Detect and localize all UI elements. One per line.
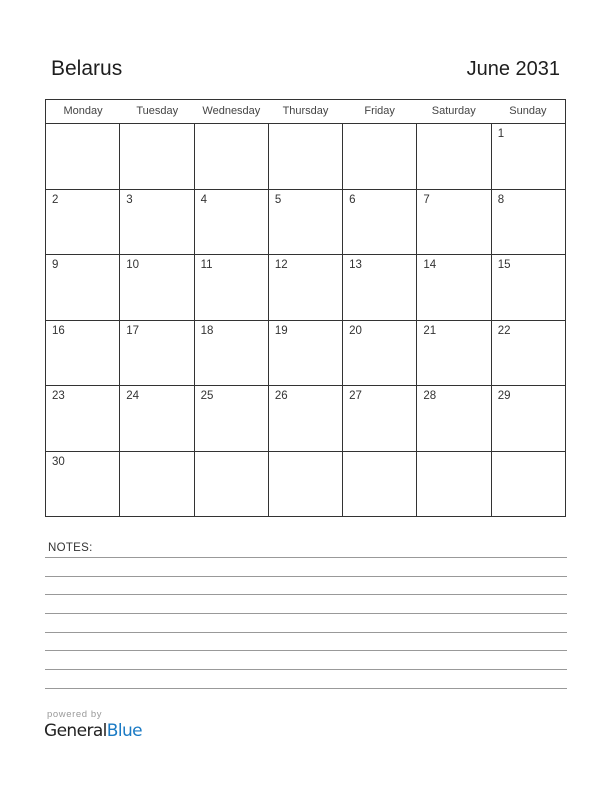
day-cell — [269, 386, 343, 451]
day-cell — [46, 124, 120, 189]
day-number: 8 — [497, 193, 505, 206]
day-cell — [120, 386, 194, 451]
day-number: 14 — [423, 259, 437, 271]
powered-by-text: powered by — [47, 709, 103, 720]
day-cell — [492, 452, 565, 518]
country-title: Belarus — [51, 57, 123, 80]
note-line — [45, 557, 567, 558]
month-year-title: June 2031 — [466, 58, 560, 80]
day-cell — [417, 386, 491, 451]
day-cell — [120, 321, 194, 386]
day-cell — [343, 190, 417, 255]
day-number: 13 — [349, 259, 362, 271]
note-line — [45, 650, 567, 651]
day-number: 27 — [349, 390, 362, 402]
day-cell — [120, 452, 194, 518]
day-cell — [269, 255, 343, 320]
note-line — [45, 688, 567, 689]
day-cell — [343, 452, 417, 518]
day-number: 18 — [200, 324, 214, 337]
day-number: 7 — [423, 193, 430, 206]
day-cell — [120, 255, 194, 320]
day-number: 26 — [274, 390, 288, 402]
day-number: 5 — [274, 193, 282, 206]
day-cell — [343, 255, 417, 320]
day-cell — [120, 190, 194, 255]
day-number: 28 — [423, 390, 437, 402]
day-cell — [269, 321, 343, 386]
weekday-wednesday: Wednesday — [202, 105, 261, 117]
week-row-4 — [46, 321, 565, 387]
notes-label: NOTES: — [48, 542, 93, 554]
day-cell — [492, 321, 565, 386]
day-number: 2 — [52, 193, 59, 206]
note-line — [45, 613, 567, 614]
day-number: 9 — [52, 259, 59, 271]
day-cell — [269, 124, 343, 189]
day-cell — [46, 255, 120, 320]
weekday-tuesday: Tuesday — [136, 105, 179, 117]
day-cell — [343, 124, 417, 189]
day-number: 10 — [126, 259, 140, 271]
day-cell — [343, 386, 417, 451]
day-number: 23 — [52, 390, 65, 402]
day-cell — [195, 255, 269, 320]
day-number: 29 — [497, 390, 511, 402]
day-cell — [417, 124, 491, 189]
day-cell — [417, 255, 491, 320]
weekday-header-row — [46, 100, 565, 124]
day-number: 24 — [126, 390, 140, 402]
day-number: 6 — [349, 193, 356, 206]
day-cell — [120, 124, 194, 189]
day-cell — [195, 190, 269, 255]
brand-blue-text: Blue — [106, 721, 143, 741]
calendar-grid — [45, 99, 566, 517]
day-cell — [195, 124, 269, 189]
day-cell — [417, 452, 491, 518]
day-number: 16 — [52, 324, 65, 337]
day-cell — [492, 255, 565, 320]
note-line — [45, 632, 567, 633]
day-cell — [269, 452, 343, 518]
note-line — [45, 576, 567, 577]
day-number: 1 — [497, 128, 505, 140]
day-number: 3 — [126, 193, 133, 206]
day-number: 25 — [200, 390, 214, 402]
day-cell — [269, 190, 343, 255]
note-line — [45, 594, 567, 595]
day-cell — [417, 190, 491, 255]
day-number: 30 — [52, 455, 65, 468]
day-cell — [46, 452, 120, 518]
weekday-sunday: Sunday — [509, 105, 547, 117]
day-cell — [195, 452, 269, 518]
day-cell — [46, 321, 120, 386]
day-number: 4 — [200, 193, 207, 206]
brand-general-text: General — [44, 721, 107, 741]
day-number: 12 — [274, 259, 288, 271]
day-number: 21 — [423, 324, 437, 337]
weekday-saturday: Saturday — [431, 105, 476, 117]
week-row-6 — [46, 452, 565, 518]
week-row-1 — [46, 124, 565, 190]
generalblue-logo[interactable] — [44, 721, 142, 741]
day-number: 22 — [497, 324, 511, 337]
day-cell — [46, 386, 120, 451]
week-row-5 — [46, 386, 565, 452]
day-cell — [343, 321, 417, 386]
day-cell — [46, 190, 120, 255]
weekday-monday: Monday — [63, 105, 103, 117]
week-row-2 — [46, 190, 565, 256]
note-line — [45, 669, 567, 670]
day-number: 15 — [497, 259, 511, 271]
day-cell — [492, 386, 565, 451]
day-number: 20 — [349, 324, 362, 337]
day-cell — [195, 321, 269, 386]
day-cell — [492, 124, 565, 189]
day-cell — [492, 190, 565, 255]
day-cell — [195, 386, 269, 451]
weekday-thursday: Thursday — [282, 105, 329, 117]
weekday-friday: Friday — [364, 105, 395, 117]
week-row-3 — [46, 255, 565, 321]
day-cell — [417, 321, 491, 386]
day-number: 11 — [200, 259, 213, 271]
day-number: 17 — [126, 324, 140, 337]
day-number: 19 — [274, 324, 288, 337]
